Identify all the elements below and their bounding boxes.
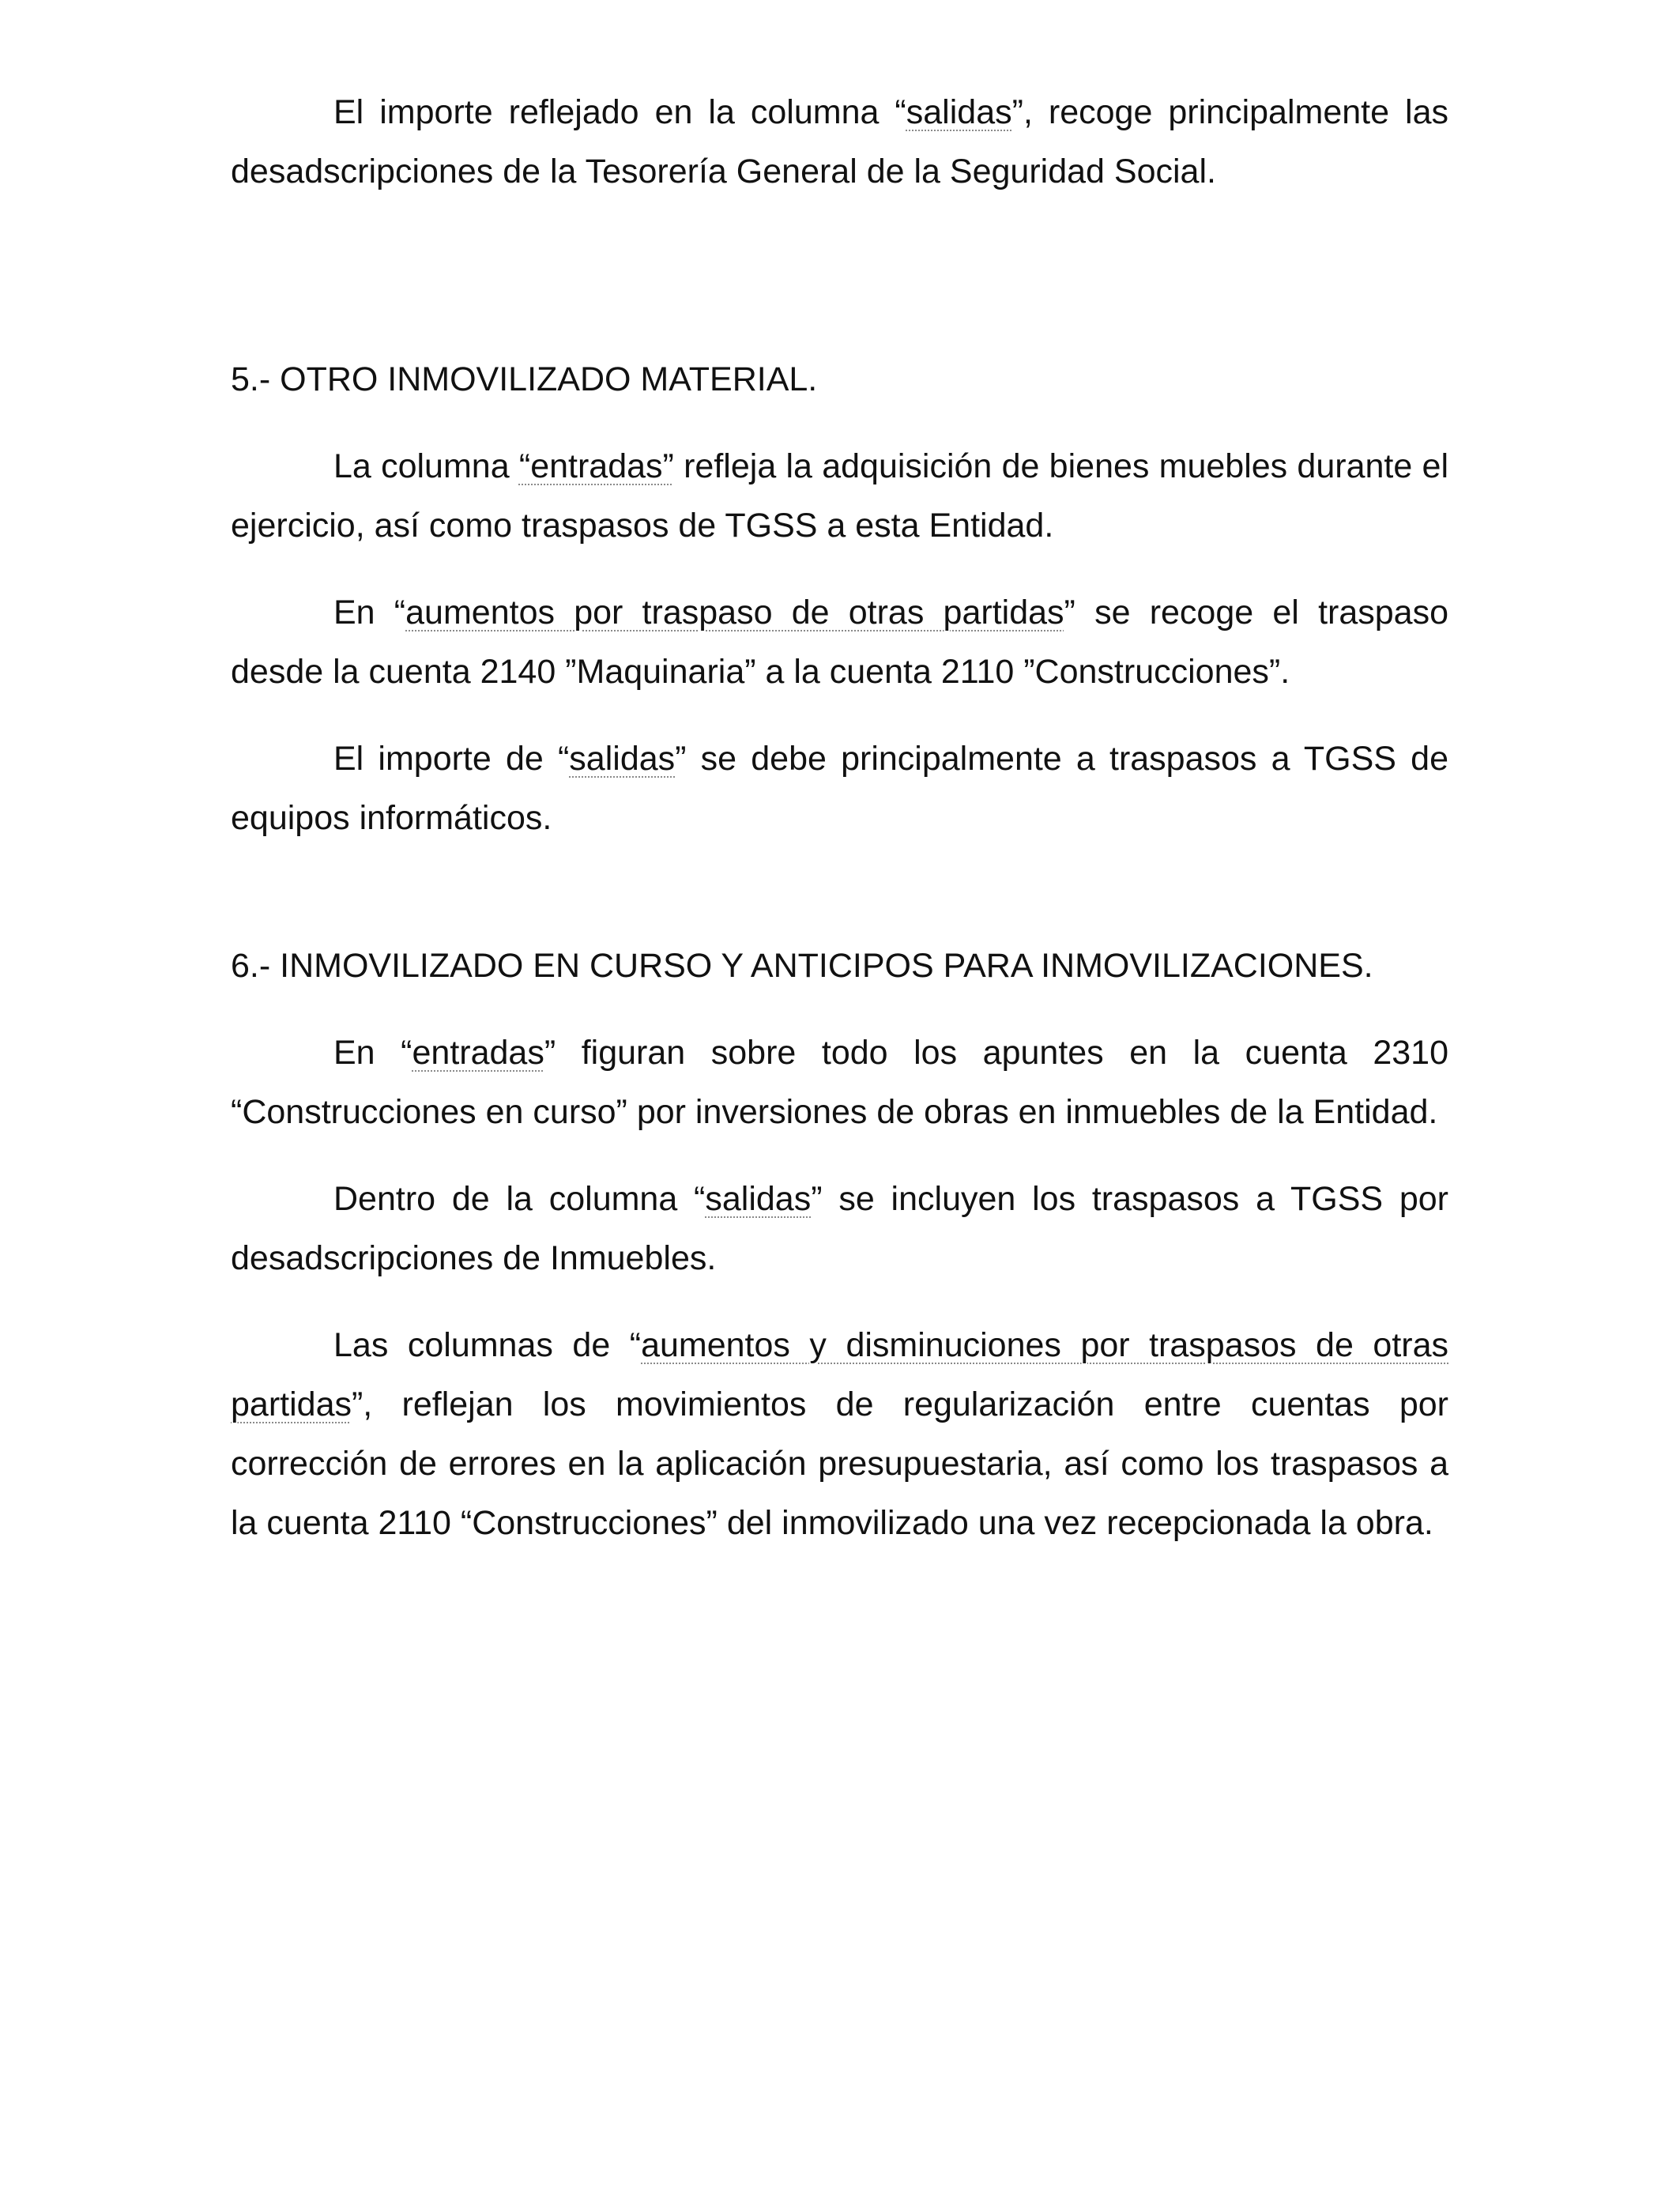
- underlined-term: salidas: [705, 1180, 812, 1218]
- text-segment: En “: [333, 1034, 412, 1072]
- paragraph-aumentos-disminuciones: [231, 1316, 1448, 1553]
- text-segment: Dentro de la columna “: [333, 1180, 706, 1218]
- text-segment: ”, reflejan los movimientos de regularización entre cuentas por corrección de errores en la aplicación presupuestaria, así como los traspasos a la cuenta 2110 “Construcciones” del inmovilizado una vez recepcionada la obra.: [231, 1385, 1448, 1542]
- paragraph-salidas-intro: [231, 83, 1448, 202]
- paragraph-entradas-material: [231, 437, 1448, 556]
- paragraph-salidas-inmuebles: [231, 1170, 1448, 1288]
- text-segment: El importe de “: [333, 740, 570, 778]
- section-heading-6: 6.- INMOVILIZADO EN CURSO Y ANTICIPOS PARA INMOVILIZACIONES.: [231, 947, 1373, 985]
- section-heading-5: 5.- OTRO INMOVILIZADO MATERIAL.: [231, 360, 818, 398]
- text-segment: La columna: [333, 447, 519, 485]
- text-segment: El importe reflejado en la columna “: [333, 93, 906, 131]
- text-segment: ” se debe principalmente a traspasos a TGSS de equipos informáticos.: [231, 740, 1448, 837]
- underlined-term: entradas: [412, 1034, 544, 1072]
- document-body: [231, 83, 1448, 1553]
- paragraph-salidas-equipos: [231, 729, 1448, 848]
- underlined-term: salidas: [569, 740, 676, 778]
- underlined-term: aumentos y disminuciones por traspasos de otras partidas: [231, 1326, 1448, 1423]
- text-segment: ” se recoge el traspaso desde la cuenta 2140 ”Maquinaria” a la cuenta 2110 ”Construcciones”.: [231, 594, 1448, 691]
- underlined-term: salidas: [906, 93, 1012, 131]
- text-segment: ” figuran sobre todo los apuntes en la cuenta 2310 “Construcciones en curso” por inversiones de obras en inmuebles de la Entidad.: [231, 1034, 1448, 1131]
- text-segment: ” se incluyen los traspasos a TGSS por desadscripciones de Inmuebles.: [231, 1180, 1448, 1277]
- text-segment: ”, recoge principalmente las desadscripciones de la Tesorería General de la Seguridad Social.: [231, 93, 1449, 190]
- text-segment: Las columnas de “: [333, 1326, 642, 1364]
- underlined-term: aumentos por traspaso de otras partidas: [405, 594, 1064, 631]
- paragraph-entradas-curso: [231, 1023, 1448, 1142]
- text-segment: refleja la adquisición de bienes muebles durante el ejercicio, así como traspasos de TGSS a esta Entidad.: [231, 447, 1448, 545]
- paragraph-aumentos-traspaso: [231, 583, 1448, 702]
- text-segment: En “: [333, 594, 406, 631]
- underlined-term: “entradas”: [518, 447, 674, 485]
